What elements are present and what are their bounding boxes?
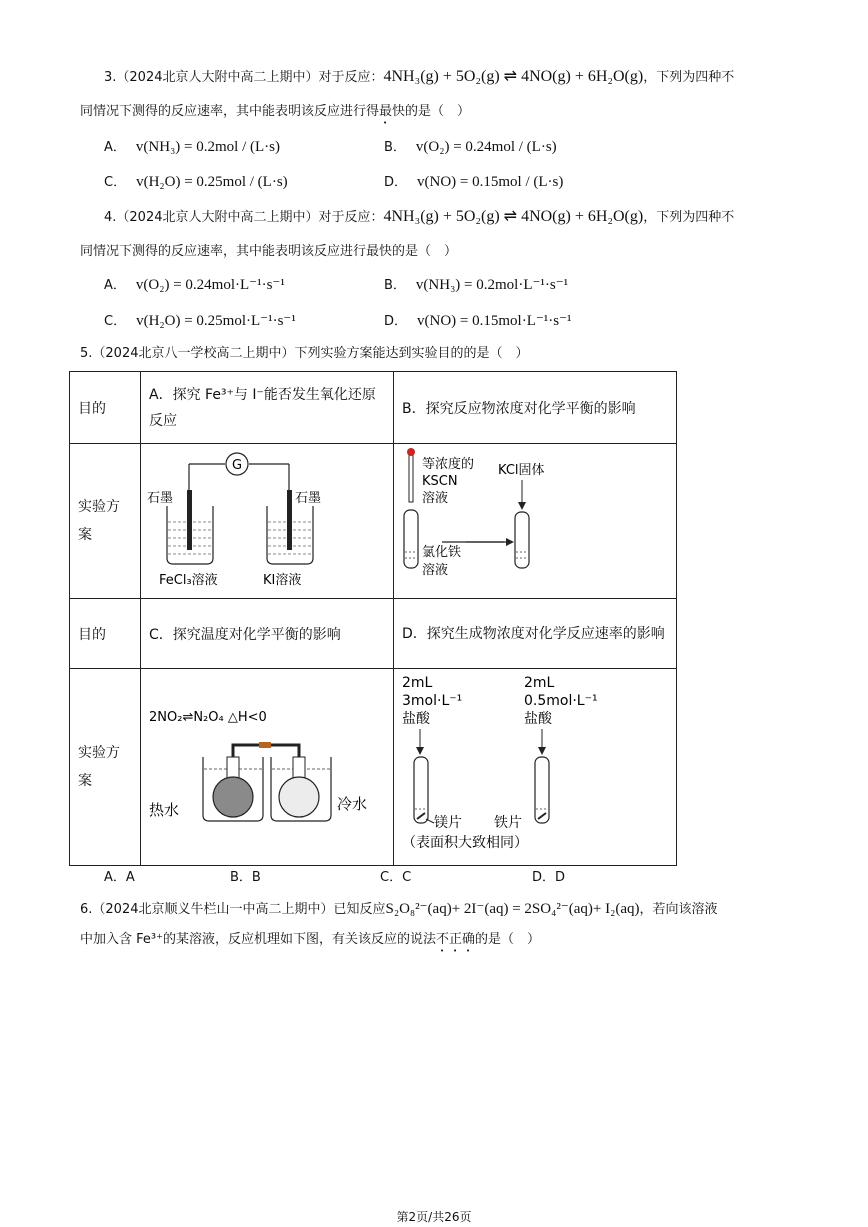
test-tube-left-icon xyxy=(404,510,418,568)
left-acid-label: 盐酸 xyxy=(402,711,430,727)
question-6 xyxy=(80,898,770,921)
q3-option-d[interactable]: D． v(NO) = 0.15mol / (L·s) xyxy=(384,174,564,190)
cell-a-figure xyxy=(141,444,394,599)
q5-option-c[interactable]: C．C xyxy=(380,870,412,885)
q3-source: 3.（2024北京人大附中高二上期中）对于反应： xyxy=(104,70,384,85)
q3-line2-a: 同情况下测得的反应速率，其中能表明该反应进行得 xyxy=(80,104,380,119)
q5-option-a[interactable]: A．A xyxy=(104,870,135,885)
q6-line2-emph: 不正确 xyxy=(435,932,475,947)
test-tube-fe-icon xyxy=(535,757,549,823)
row-label-plan: 实验方案 xyxy=(70,444,141,599)
row-label-plan-2: 实验方案 xyxy=(70,669,141,866)
left-electrode-label: 石墨 xyxy=(147,491,174,506)
q3-after: ，下列为四种不 xyxy=(643,70,735,85)
table-row xyxy=(70,669,677,866)
question-3-line2 xyxy=(80,100,770,127)
flask-hot-icon xyxy=(213,777,253,817)
test-tube-right-icon xyxy=(515,512,529,568)
cold-water-label: 冷水 xyxy=(337,795,368,813)
no2-equation-label: 2NO₂⇌N₂O₄ △H<0 xyxy=(149,710,267,725)
question-4 xyxy=(104,206,794,229)
left-solution-label: FeCl₃溶液 xyxy=(159,573,218,588)
graphite-electrode-right xyxy=(287,490,292,550)
question-4-line2 xyxy=(80,240,770,263)
galvanometer-label: G xyxy=(231,458,243,473)
q6-line2-b: 的是（ ） xyxy=(475,932,541,947)
right-concentration-label: 0.5mol·L⁻¹ xyxy=(524,693,598,709)
q3-equation: 4NH₃(g) + 5O₂(g) ⇌ 4NO(g) + 6H₂O(g) xyxy=(383,68,644,85)
left-volume-label: 2mL xyxy=(402,675,433,691)
q3-option-c[interactable]: C． v(H₂O) = 0.25mol / (L·s) xyxy=(104,174,288,190)
q4-source: 4.（2024北京人大附中高二上期中）对于反应： xyxy=(104,210,384,225)
reagent-label-2: KSCN xyxy=(422,474,458,489)
surface-area-note: （表面积大致相同） xyxy=(402,835,528,851)
arrow-icon xyxy=(506,538,514,546)
no2-equilibrium-diagram xyxy=(141,669,393,861)
cell-c-figure xyxy=(141,669,394,866)
reagent-label-3: 溶液 xyxy=(422,491,449,506)
q4-option-c[interactable]: C． v(H₂O) = 0.25mol·L⁻¹·s⁻¹ xyxy=(104,313,296,329)
magnesium-label: 镁片 xyxy=(434,815,462,831)
solution-label-2: 溶液 xyxy=(422,563,449,578)
q5-option-b[interactable]: B．B xyxy=(230,870,261,885)
right-volume-label: 2mL xyxy=(524,675,555,691)
q5-stem: 5.（2024北京八一学校高二上期中）下列实验方案能达到实验目的的是（ ） xyxy=(80,346,529,361)
right-acid-label: 盐酸 xyxy=(524,711,552,727)
right-solution-label: KI溶液 xyxy=(263,573,302,588)
left-concentration-label: 3mol·L⁻¹ xyxy=(402,693,463,709)
q4-option-a[interactable]: A． v(O₂) = 0.24mol·L⁻¹·s⁻¹ xyxy=(104,277,285,293)
q4-option-b[interactable]: B． v(NH₃) = 0.2mol·L⁻¹·s⁻¹ xyxy=(384,277,569,293)
cell-b-figure xyxy=(394,444,677,599)
solution-label-1: 氯化铁 xyxy=(422,545,462,560)
cell-c-purpose: C．探究温度对化学平衡的影响 xyxy=(141,599,394,669)
right-electrode-label: 石墨 xyxy=(295,491,322,506)
row-label-purpose: 目的 xyxy=(70,372,141,444)
metal-acid-diagram xyxy=(394,669,676,861)
table-row xyxy=(70,372,677,444)
q3-line2-emph: 最 xyxy=(379,104,393,119)
reagent-label-1: 等浓度的 xyxy=(422,457,475,472)
question-6-line2 xyxy=(80,928,770,955)
page-footer: 第2页/共26页 xyxy=(396,1210,472,1224)
q5-option-d[interactable]: D．D xyxy=(532,870,566,885)
q4-option-d[interactable]: D． v(NO) = 0.15mol·L⁻¹·s⁻¹ xyxy=(384,313,572,329)
q3-option-a[interactable]: A． v(NH₃) = 0.2mol / (L·s) xyxy=(104,139,280,155)
solid-label: KCl固体 xyxy=(498,463,545,478)
question-5 xyxy=(80,342,770,365)
q4-line2: 同情况下测得的反应速率，其中能表明该反应进行最快的是（ ） xyxy=(80,244,458,259)
row-label-purpose-2: 目的 xyxy=(70,599,141,669)
cell-d-figure xyxy=(394,669,677,866)
q3-line2-b: 快的是（ ） xyxy=(392,104,471,119)
table-row xyxy=(70,444,677,599)
graphite-electrode-left xyxy=(187,490,192,550)
question-3 xyxy=(104,66,794,89)
q6-equation: S₂O₈²⁻(aq)+ 2I⁻(aq) = 2SO₄²⁻(aq)+ I₂(aq) xyxy=(385,901,640,917)
flask-cold-icon xyxy=(279,777,319,817)
q4-after: ，下列为四种不 xyxy=(643,210,735,225)
q6-line1-a: 6.（2024北京顺义牛栏山一中高二上期中）已知反应 xyxy=(80,902,386,917)
kscn-equilibrium-diagram xyxy=(394,444,676,594)
q3-option-b[interactable]: B． v(O₂) = 0.24mol / (L·s) xyxy=(384,139,557,155)
hot-water-label: 热水 xyxy=(149,801,180,819)
cell-a-purpose: A．探究 Fe³⁺与 I⁻能否发生氧化还原反应 xyxy=(141,372,394,444)
q6-line1-b: ，若向该溶液 xyxy=(639,902,718,917)
dropper-bulb-icon xyxy=(407,448,415,456)
q4-equation: 4NH₃(g) + 5O₂(g) ⇌ 4NO(g) + 6H₂O(g) xyxy=(383,208,644,225)
cell-d-purpose: D．探究生成物浓度对化学反应速率的影响 xyxy=(394,599,677,669)
test-tube-mg-icon xyxy=(414,757,428,823)
galvanic-cell-diagram xyxy=(141,444,393,594)
q6-line2-a: 中加入含 Fe³⁺的某溶液，反应机理如下图，有关该反应的说法 xyxy=(80,932,436,947)
cell-b-purpose: B．探究反应物浓度对化学平衡的影响 xyxy=(394,372,677,444)
table-row xyxy=(70,599,677,669)
experiment-table xyxy=(69,371,677,866)
iron-label: 铁片 xyxy=(494,815,522,831)
